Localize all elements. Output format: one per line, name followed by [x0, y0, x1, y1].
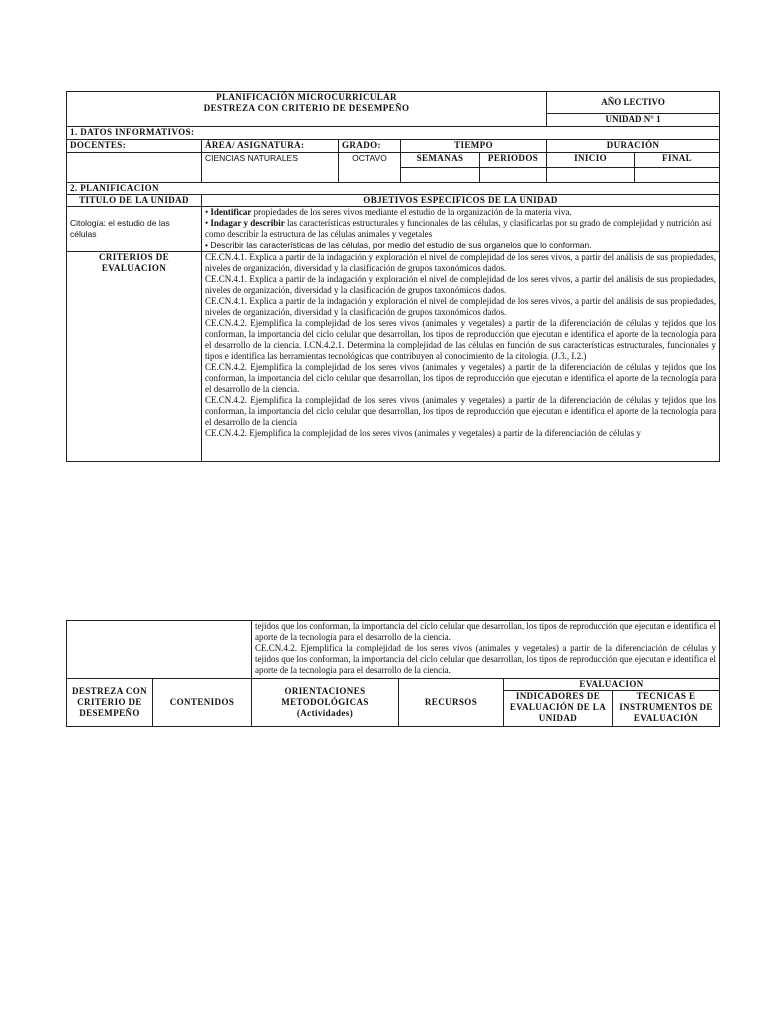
planificacion-table: [66, 91, 720, 462]
objetivos-list: [202, 207, 720, 252]
criterio-item: CE.CN.4.1. Explica a partir de la indagación y exploración el nivel de complejidad de los seres vivos, a partir del análisis de sus propiedades, niveles de organización, diversidad y la clasificación de grupos taxonómicos dados.: [205, 274, 717, 295]
criterio-item: CE.CN.4.2. Ejemplifica la complejidad de los seres vivos (animales y vegetales) a partir de la diferenciación de células y tejidos que los conforman, la importancia del ciclo celular que desarrollan, los tipos de reproducción que ejecutan e identifica el aporte de la tecnología para el desarrollo de la ciencia.: [205, 362, 717, 394]
area-value: CIENCIAS NATURALES: [202, 153, 339, 183]
tecnicas-header: TECNICAS E INSTRUMENTOS DE EVALUACIÓN: [613, 691, 720, 727]
area-label: ÁREA/ ASIGNATURA:: [202, 140, 339, 153]
document-title-line2: DESTREZA CON CRITERIO DE DESEMPEÑO: [203, 103, 410, 113]
recursos-header: RECURSOS: [399, 679, 504, 727]
criterios-label-text: CRITERIOS DE EVALUACION: [98, 252, 170, 273]
titulo-unidad-label: TITULO DE LA UNIDAD: [67, 195, 202, 207]
semanas-label: SEMANAS: [401, 153, 480, 168]
criterio-item: CE.CN.4.1. Explica a partir de la indagación y exploración el nivel de complejidad de los seres vivos, a partir del análisis de sus propiedades, niveles de organización, diversidad y la clasificación de grupos taxonómicos dados.: [205, 296, 717, 317]
evaluacion-header: EVALUACION: [504, 679, 720, 691]
document-title: [67, 92, 547, 127]
duracion-label: DURACIÓN: [547, 140, 720, 153]
criterio-continuation: tejidos que los conforman, la importancia del ciclo celular que desarrollan, los tipos de reproducción que ejecutan e identifica el aporte de la tecnología para el desarrollo de la ciencia.: [255, 621, 717, 642]
docentes-value: [67, 153, 202, 183]
tiempo-label: TIEMPO: [401, 140, 547, 153]
semanas-value: [401, 168, 480, 183]
datos-informativos-section: 1. DATOS INFORMATIVOS:: [67, 127, 720, 140]
planificacion-section: 2. PLANIFICACION: [67, 183, 720, 195]
docentes-label: DOCENTES:: [67, 140, 202, 153]
unidad-label: UNIDAD N° 1: [547, 114, 720, 127]
criterios-list: [202, 252, 720, 462]
objetivo-verb: Identificar: [210, 207, 252, 217]
inicio-value: [547, 168, 635, 183]
actividades-label: (Actividades): [296, 708, 354, 718]
final-label: FINAL: [635, 153, 720, 168]
orientaciones-label: ORIENTACIONES METODOLÓGICAS: [281, 686, 369, 707]
objetivo-text: propiedades de los seres vivos mediante el estudio de la organización de la materia viva.: [251, 207, 572, 217]
indicadores-header: INDICADORES DE EVALUACIÓN DE LA UNIDAD: [504, 691, 613, 727]
actividades-table: [66, 620, 720, 727]
objetivo-item: • Identificar propiedades de los seres vivos mediante el estudio de la organización de la materia viva.: [205, 207, 572, 217]
objetivo-text: Describir las características de las células, por medio del estudio de sus organelos que lo conforman.: [210, 240, 592, 250]
final-value: [635, 168, 720, 183]
grado-label: GRADO:: [339, 140, 401, 153]
criterio-item: CE.CN.4.2. Ejemplifica la complejidad de los seres vivos (animales y vegetales) a partir de la diferenciación de células y tejidos que los conforman, la importancia del ciclo celular que desarrollan, los tipos de reproducción que ejecutan e identifica el aporte de la tecnología para el desarrollo de la ciencia. I.CN.4.2.1. Determina la complejidad de las células en función de sus características estructurales, funcionales y tipos e identifica las herramientas tecnológicas que contribuyen al conocimiento de la citología. (J.3., I.2.): [205, 318, 717, 361]
objetivos-label: OBJETIVOS ESPECIFICOS DE LA UNIDAD: [202, 195, 720, 207]
inicio-label: INICIO: [547, 153, 635, 168]
criterio-item: CE.CN.4.1. Explica a partir de la indagación y exploración el nivel de complejidad de los seres vivos, a partir del análisis de sus propiedades, niveles de organización, diversidad y la clasificación de grupos taxonómicos dados.: [205, 252, 717, 273]
destreza-header: DESTREZA CON CRITERIO DE DESEMPEÑO: [67, 679, 153, 727]
criterio-item: CE.CN.4.2. Ejemplifica la complejidad de los seres vivos (animales y vegetales) a partir de la diferenciación de células y tejidos que los conforman, la importancia del ciclo celular que desarrollan, los tipos de reproducción que ejecutan e identifica el aporte de la tecnología para el desarrollo de la ciencia: [205, 395, 717, 427]
periodos-label: PERIODOS: [480, 153, 547, 168]
objetivo-item: • Indagar y describir las características estructurales y funcionales de las células, y clasificarlas por su grado de complejidad y nutrición así como describir la estructura de las células animales y vegetales: [205, 218, 712, 239]
contenidos-header: CONTENIDOS: [153, 679, 252, 727]
objetivo-item: • Describir las características de las células, por medio del estudio de sus organelos que lo conforman.: [205, 240, 592, 250]
criterio-item: CE.CN.4.2. Ejemplifica la complejidad de los seres vivos (animales y vegetales) a partir de la diferenciación de células y tejidos que los conforman, la importancia del ciclo celular que desarrollan, los tipos de reproducción que ejecutan e identifica el aporte de la tecnología para el desarrollo de la ciencia.: [255, 643, 717, 675]
periodos-value: [480, 168, 547, 183]
titulo-unidad-value: Citología: el estudio de las células: [67, 207, 202, 252]
criterios-continuation: [252, 621, 720, 679]
orientaciones-header: [252, 679, 399, 727]
objetivo-text: las características estructurales y funcionales de las células, y clasificarlas por su grado de complejidad y nutrición así como describir la estructura de las células animales y vegetales: [205, 218, 712, 239]
grado-value: OCTAVO: [339, 153, 401, 183]
continuation-left: [67, 621, 252, 679]
criterio-item: CE.CN.4.2. Ejemplifica la complejidad de los seres vivos (animales y vegetales) a partir de la diferenciación de células y: [205, 428, 641, 438]
objetivo-verb: Indagar y describir: [210, 218, 285, 228]
anio-lectivo-label: AÑO LECTIVO: [547, 92, 720, 114]
document-title-line1: PLANIFICACIÓN MICROCURRICULAR: [216, 92, 397, 102]
criterios-label: [67, 252, 202, 462]
